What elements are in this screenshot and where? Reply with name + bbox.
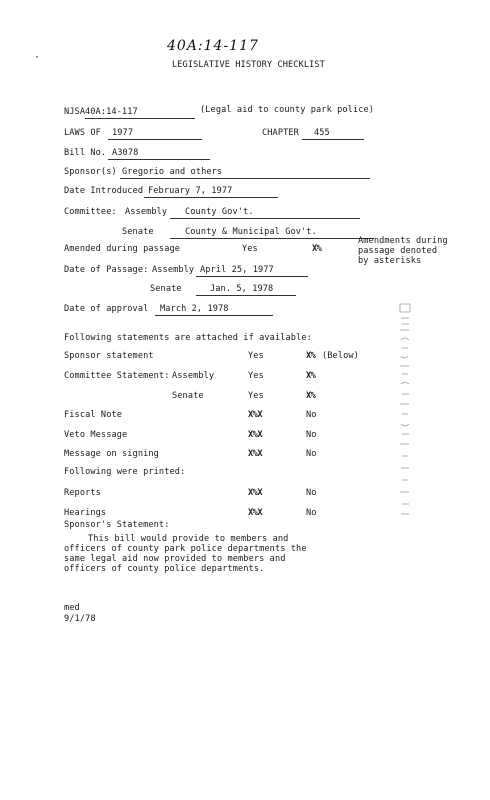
committee-senate-underline <box>170 238 374 239</box>
sponsor-underline <box>120 178 370 179</box>
committee-assembly-underline <box>170 218 360 219</box>
statement-line: officers of county park police departments the <box>64 544 307 554</box>
attached-row-mark: X% <box>306 371 316 381</box>
attached-row-mark: X% <box>306 391 316 401</box>
passage-assembly-label: Assembly <box>152 265 195 275</box>
attached-row-yes: Yes <box>248 391 264 401</box>
passage-label: Date of Passage: <box>64 265 149 275</box>
attached-row-no: No <box>306 410 317 420</box>
njsa-description: (Legal aid to county park police) <box>200 105 375 115</box>
margin-mark-icon: · <box>34 52 41 63</box>
attached-row-no: No <box>306 430 317 440</box>
attached-row-label: Committee Statement: <box>64 371 170 381</box>
attached-row-label: Fiscal Note <box>64 410 123 420</box>
attached-row-mark: X% <box>306 351 316 361</box>
statement-line: This bill would provide to members and <box>88 534 289 544</box>
attached-heading: Following statements are attached if available: <box>64 333 312 343</box>
printed-row-mark: X%X <box>248 508 263 518</box>
chapter-value: 455 <box>314 128 330 138</box>
statement-line: same legal aid now provided to members and <box>64 554 286 564</box>
printed-heading: Following were printed: <box>64 467 186 477</box>
introduced-underline <box>144 197 278 198</box>
approval-underline <box>155 315 273 316</box>
page-title: LEGISLATIVE HISTORY CHECKLIST <box>172 60 325 70</box>
passage-assembly-value: April 25, 1977 <box>200 265 274 275</box>
bill-underline <box>108 159 210 160</box>
laws-label: LAWS OF <box>64 128 101 138</box>
laws-value: 1977 <box>112 128 134 138</box>
committee-assembly-value: County Gov't. <box>185 207 254 217</box>
approval-value: March 2, 1978 <box>160 304 229 314</box>
attached-row-mark: X%X <box>248 430 263 440</box>
committee-label: Committee: <box>64 207 117 217</box>
chapter-label: CHAPTER <box>262 128 299 138</box>
passage-senate-underline <box>196 295 296 296</box>
footer-initials: med <box>64 603 80 613</box>
bill-label: Bill No. <box>64 148 107 158</box>
amended-mark: X% <box>312 244 322 254</box>
statement-heading: Sponsor's Statement: <box>64 520 170 530</box>
printed-row-no: No <box>306 508 317 518</box>
printed-row-label: Reports <box>64 488 101 498</box>
njsa-value: 40A:14-117 <box>85 107 138 117</box>
stamp-residue-icon <box>397 300 415 520</box>
attached-row-sub: Senate <box>172 391 204 401</box>
printed-row-mark: X%X <box>248 488 263 498</box>
attached-row-label: Message on signing <box>64 449 159 459</box>
committee-assembly-label: Assembly <box>125 207 168 217</box>
committee-senate-label: Senate <box>122 227 154 237</box>
printed-row-label: Hearings <box>64 508 107 518</box>
laws-underline <box>108 139 202 140</box>
attached-row-sub: Assembly <box>172 371 215 381</box>
attached-row-yes: Yes <box>248 351 264 361</box>
attached-row-no: No <box>306 449 317 459</box>
handwritten-reference: 40A:14-117 <box>167 38 259 54</box>
amended-note-line-1: Amendments during <box>358 236 448 246</box>
njsa-underline <box>85 118 195 119</box>
amended-note-line-2: passage denoted <box>358 246 438 256</box>
introduced-label: Date Introduced <box>64 186 144 196</box>
attached-row-mark: X%X <box>248 410 263 420</box>
amended-label: Amended during passage <box>64 244 181 254</box>
passage-senate-label: Senate <box>150 284 182 294</box>
attached-row-label: Veto Message <box>64 430 128 440</box>
attached-row-note: (Below) <box>322 351 359 361</box>
amended-yes: Yes <box>242 244 258 254</box>
njsa-label: NJSA <box>64 107 86 117</box>
footer-date: 9/1/78 <box>64 614 96 624</box>
passage-assembly-underline <box>196 276 308 277</box>
amended-note-line-3: by asterisks <box>358 256 422 266</box>
attached-row-mark: X%X <box>248 449 263 459</box>
approval-label: Date of approval <box>64 304 149 314</box>
printed-row-no: No <box>306 488 317 498</box>
attached-row-yes: Yes <box>248 371 264 381</box>
statement-line: officers of county police departments. <box>64 564 265 574</box>
introduced-value: February 7, 1977 <box>148 186 233 196</box>
sponsor-label: Sponsor(s) <box>64 167 117 177</box>
attached-row-label: Sponsor statement <box>64 351 154 361</box>
chapter-underline <box>302 139 364 140</box>
committee-senate-value: County & Municipal Gov't. <box>185 227 317 237</box>
bill-value: A3078 <box>112 148 139 158</box>
sponsor-value: Gregorio and others <box>122 167 223 177</box>
passage-senate-value: Jan. 5, 1978 <box>210 284 274 294</box>
